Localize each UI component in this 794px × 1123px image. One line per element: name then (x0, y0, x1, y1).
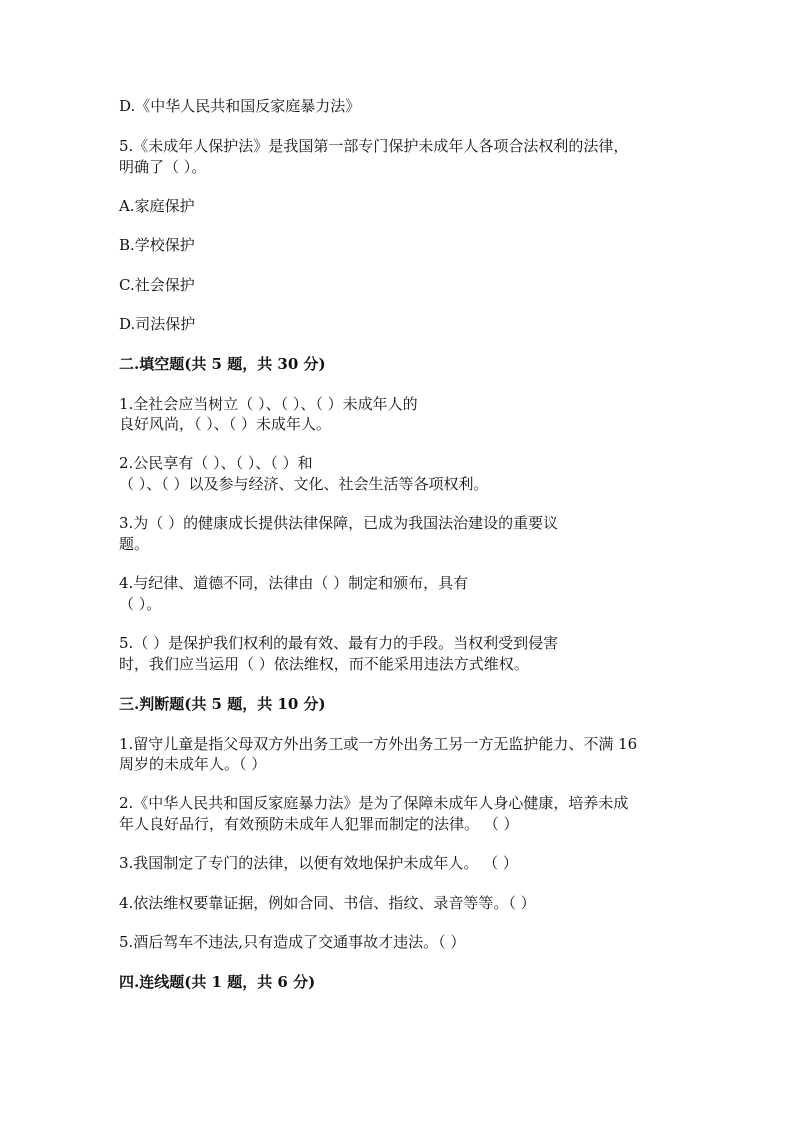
tf-q2-line2: 年人良好品行，有效预防未成年人犯罪而制定的法律。 （ ） (119, 815, 519, 833)
tf-q5: 5.酒后驾车不违法,只有造成了交通事故才违法。（ ） (119, 933, 466, 951)
tf-q4: 4.依法维权要靠证据，例如合同、书信、指纹、录音等等。（ ） (119, 894, 536, 912)
fill-q5-line2: 时，我们应当运用（ ）依法维权，而不能采用违法方式维权。 (119, 655, 529, 673)
fill-q4-line2: （ ）。 (119, 595, 162, 613)
mc-q5-option-c: C.社会保护 (119, 276, 195, 294)
section-heading-matching: 四.连线题(共 1 题，共 6 分) (119, 973, 316, 991)
fill-q4-line1: 4.与纪律、道德不同，法律由（ ）制定和颁布，具有 (119, 574, 469, 592)
section-heading-fill-in: 二.填空题(共 5 题，共 30 分) (119, 355, 326, 373)
fill-q2-line1: 2.公民享有（ ）、（ ）、（ ）和 (119, 454, 313, 472)
fill-q5-line1: 5.（ ）是保护我们权利的最有效、最有力的手段。当权利受到侵害 (119, 634, 559, 652)
mc-q5-option-a: A.家庭保护 (119, 197, 195, 215)
tf-q1-line1: 1.留守儿童是指父母双方外出务工或一方外出务工另一方无监护能力、不满 16 (119, 735, 638, 753)
fill-q3-line1: 3.为（ ）的健康成长提供法律保障，已成为我国法治建设的重要议 (119, 514, 559, 532)
mc-option-d-prev: D.《中华人民共和国反家庭暴力法》 (119, 97, 361, 115)
tf-q1-line2: 周岁的未成年人。（ ） (119, 755, 267, 773)
fill-q2-line2: （ ）、（ ）以及参与经济、文化、社会生活等各项权利。 (119, 475, 489, 493)
fill-q3-line2: 题。 (119, 535, 150, 553)
mc-q5-line1: 5.《未成年人保护法》是我国第一部专门保护未成年人各项合法权利的法律， (119, 137, 629, 155)
tf-q3: 3.我国制定了专门的法律，以便有效地保护未成年人。 （ ） (119, 854, 518, 872)
section-heading-true-false: 三.判断题(共 5 题，共 10 分) (119, 695, 326, 713)
mc-q5-option-b: B.学校保护 (119, 236, 195, 254)
fill-q1-line2: 良好风尚，（ ）、（ ）未成年人。 (119, 415, 332, 433)
mc-q5-line2: 明确了（ ）。 (119, 158, 207, 176)
fill-q1-line1: 1.全社会应当树立（ ）、（ ）、（ ）未成年人的 (119, 395, 418, 413)
tf-q2-line1: 2.《中华人民共和国反家庭暴力法》是为了保障未成年人身心健康，培养未成 (119, 794, 629, 812)
mc-q5-option-d: D.司法保护 (119, 315, 196, 333)
